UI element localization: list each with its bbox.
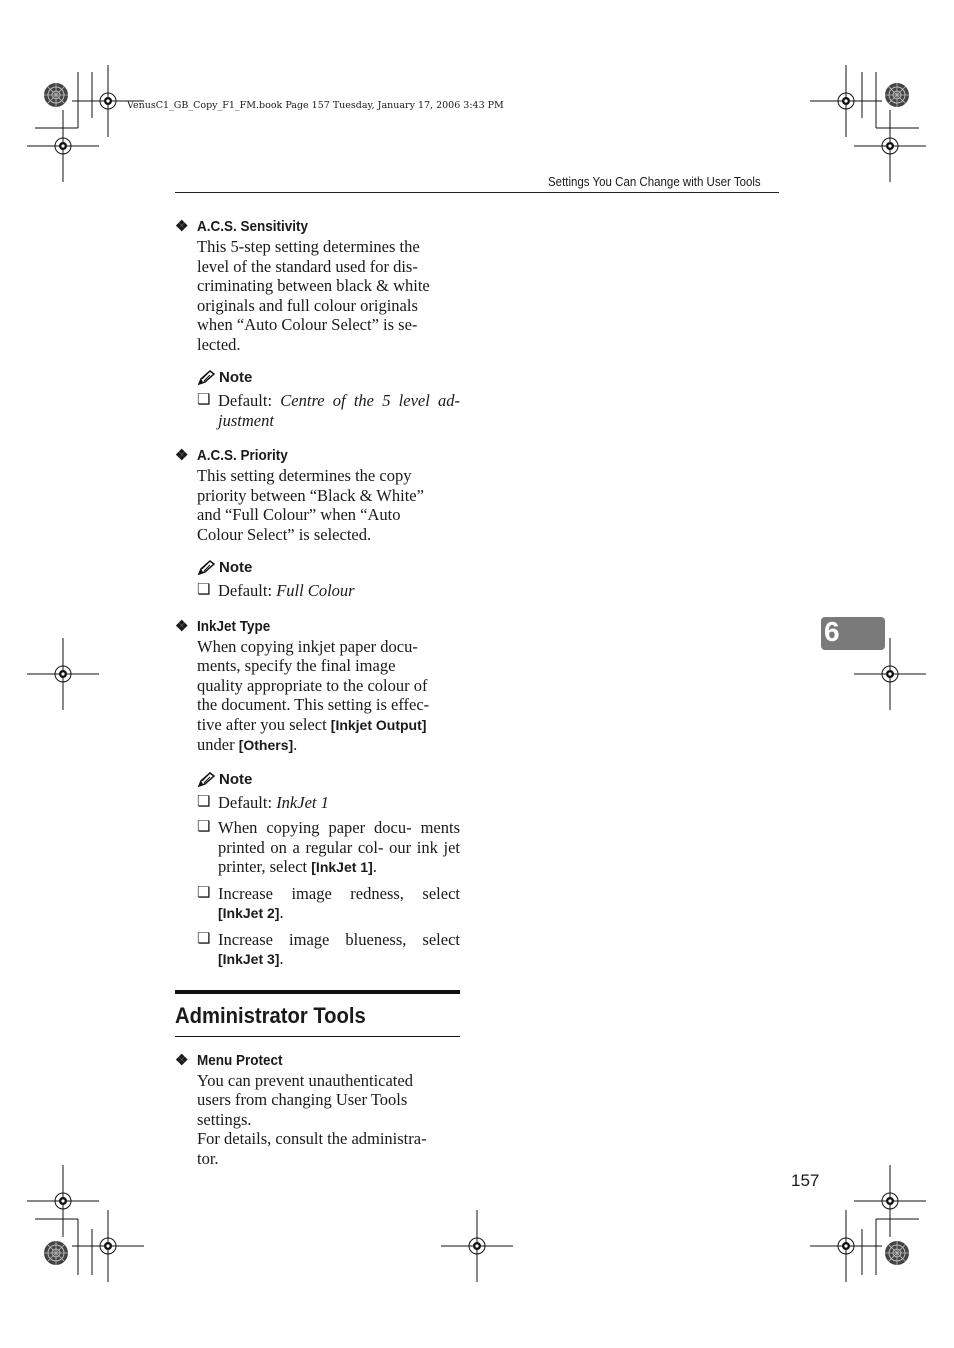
chapter-tab (821, 617, 885, 650)
note-item: ❏ When copying paper docu- ments printed on a regular col- our ink jet printer, select [InkJet 1]. (197, 818, 460, 876)
checkbox-icon: ❏ (197, 392, 211, 408)
section-heading: ❖ Menu Protect (175, 1051, 283, 1069)
page-number: 157 (791, 1171, 820, 1190)
header-rule (175, 192, 779, 193)
diamond-bullet-icon: ❖ (175, 1051, 189, 1069)
checkbox-icon: ❏ (197, 819, 211, 835)
checkbox-icon: ❏ (197, 884, 211, 901)
section-heading: ❖ InkJet Type (175, 617, 271, 635)
print-info: VenusC1_GB_Copy_F1_FM.book Page 157 Tuesday, January 17, 2006 3:43 PM (127, 100, 504, 111)
note-item: ❏ Increase image blueness, select [InkJet 3]. (197, 929, 460, 968)
note-heading: Note (197, 558, 460, 578)
checkbox-icon: ❏ (197, 930, 211, 947)
checkbox-icon: ❏ (197, 582, 211, 598)
note-item: ❏ Default: Centre of the 5 level ad- justment (197, 391, 461, 430)
section-heading: ❖ A.C.S. Priority (175, 447, 288, 464)
note-item: ❏ Increase image redness, select [InkJet 2]. (197, 883, 460, 922)
note-heading: Note (197, 770, 460, 790)
diamond-bullet-icon: ❖ (175, 617, 189, 635)
main-column (175, 217, 460, 1168)
note-heading: Note (197, 368, 460, 388)
section-heading: ❖ A.C.S. Sensitivity (175, 218, 309, 235)
chapter-number: 6 (824, 616, 840, 647)
section-body: When copying inkjet paper docu- ments, specify the final image quality appropriate to the colour of the document. This setting is effec- tive after you select [Inkjet Output] under [Others]. (197, 636, 430, 754)
section-body: You can prevent unauthenticated users from changing User Tools settings. For details, consult the administra- tor. (197, 1070, 427, 1168)
running-head: Settings You Can Change with User Tools (548, 175, 761, 189)
section-body: This setting determines the copy priority between “Black & White” and “Full Colour” when “Auto Colour Select” is selected. (197, 466, 424, 544)
pencil-note-icon (197, 560, 215, 576)
pencil-note-icon (197, 772, 215, 788)
note-item: ❏ Default: InkJet 1 (197, 792, 329, 812)
note-item: ❏ Default: Full Colour (197, 581, 355, 600)
section-body: This 5-step setting determines the level of the standard used for dis- criminating between black & white originals and full colour originals when “Auto Colour Select” is se- lected. (197, 237, 430, 354)
diamond-bullet-icon: ❖ (175, 447, 189, 464)
checkbox-icon: ❏ (197, 793, 211, 810)
diamond-bullet-icon: ❖ (175, 218, 189, 235)
admin-heading-block (175, 990, 460, 1037)
pencil-note-icon (197, 370, 215, 386)
chapter-section-title: Administrator Tools (175, 1002, 366, 1028)
